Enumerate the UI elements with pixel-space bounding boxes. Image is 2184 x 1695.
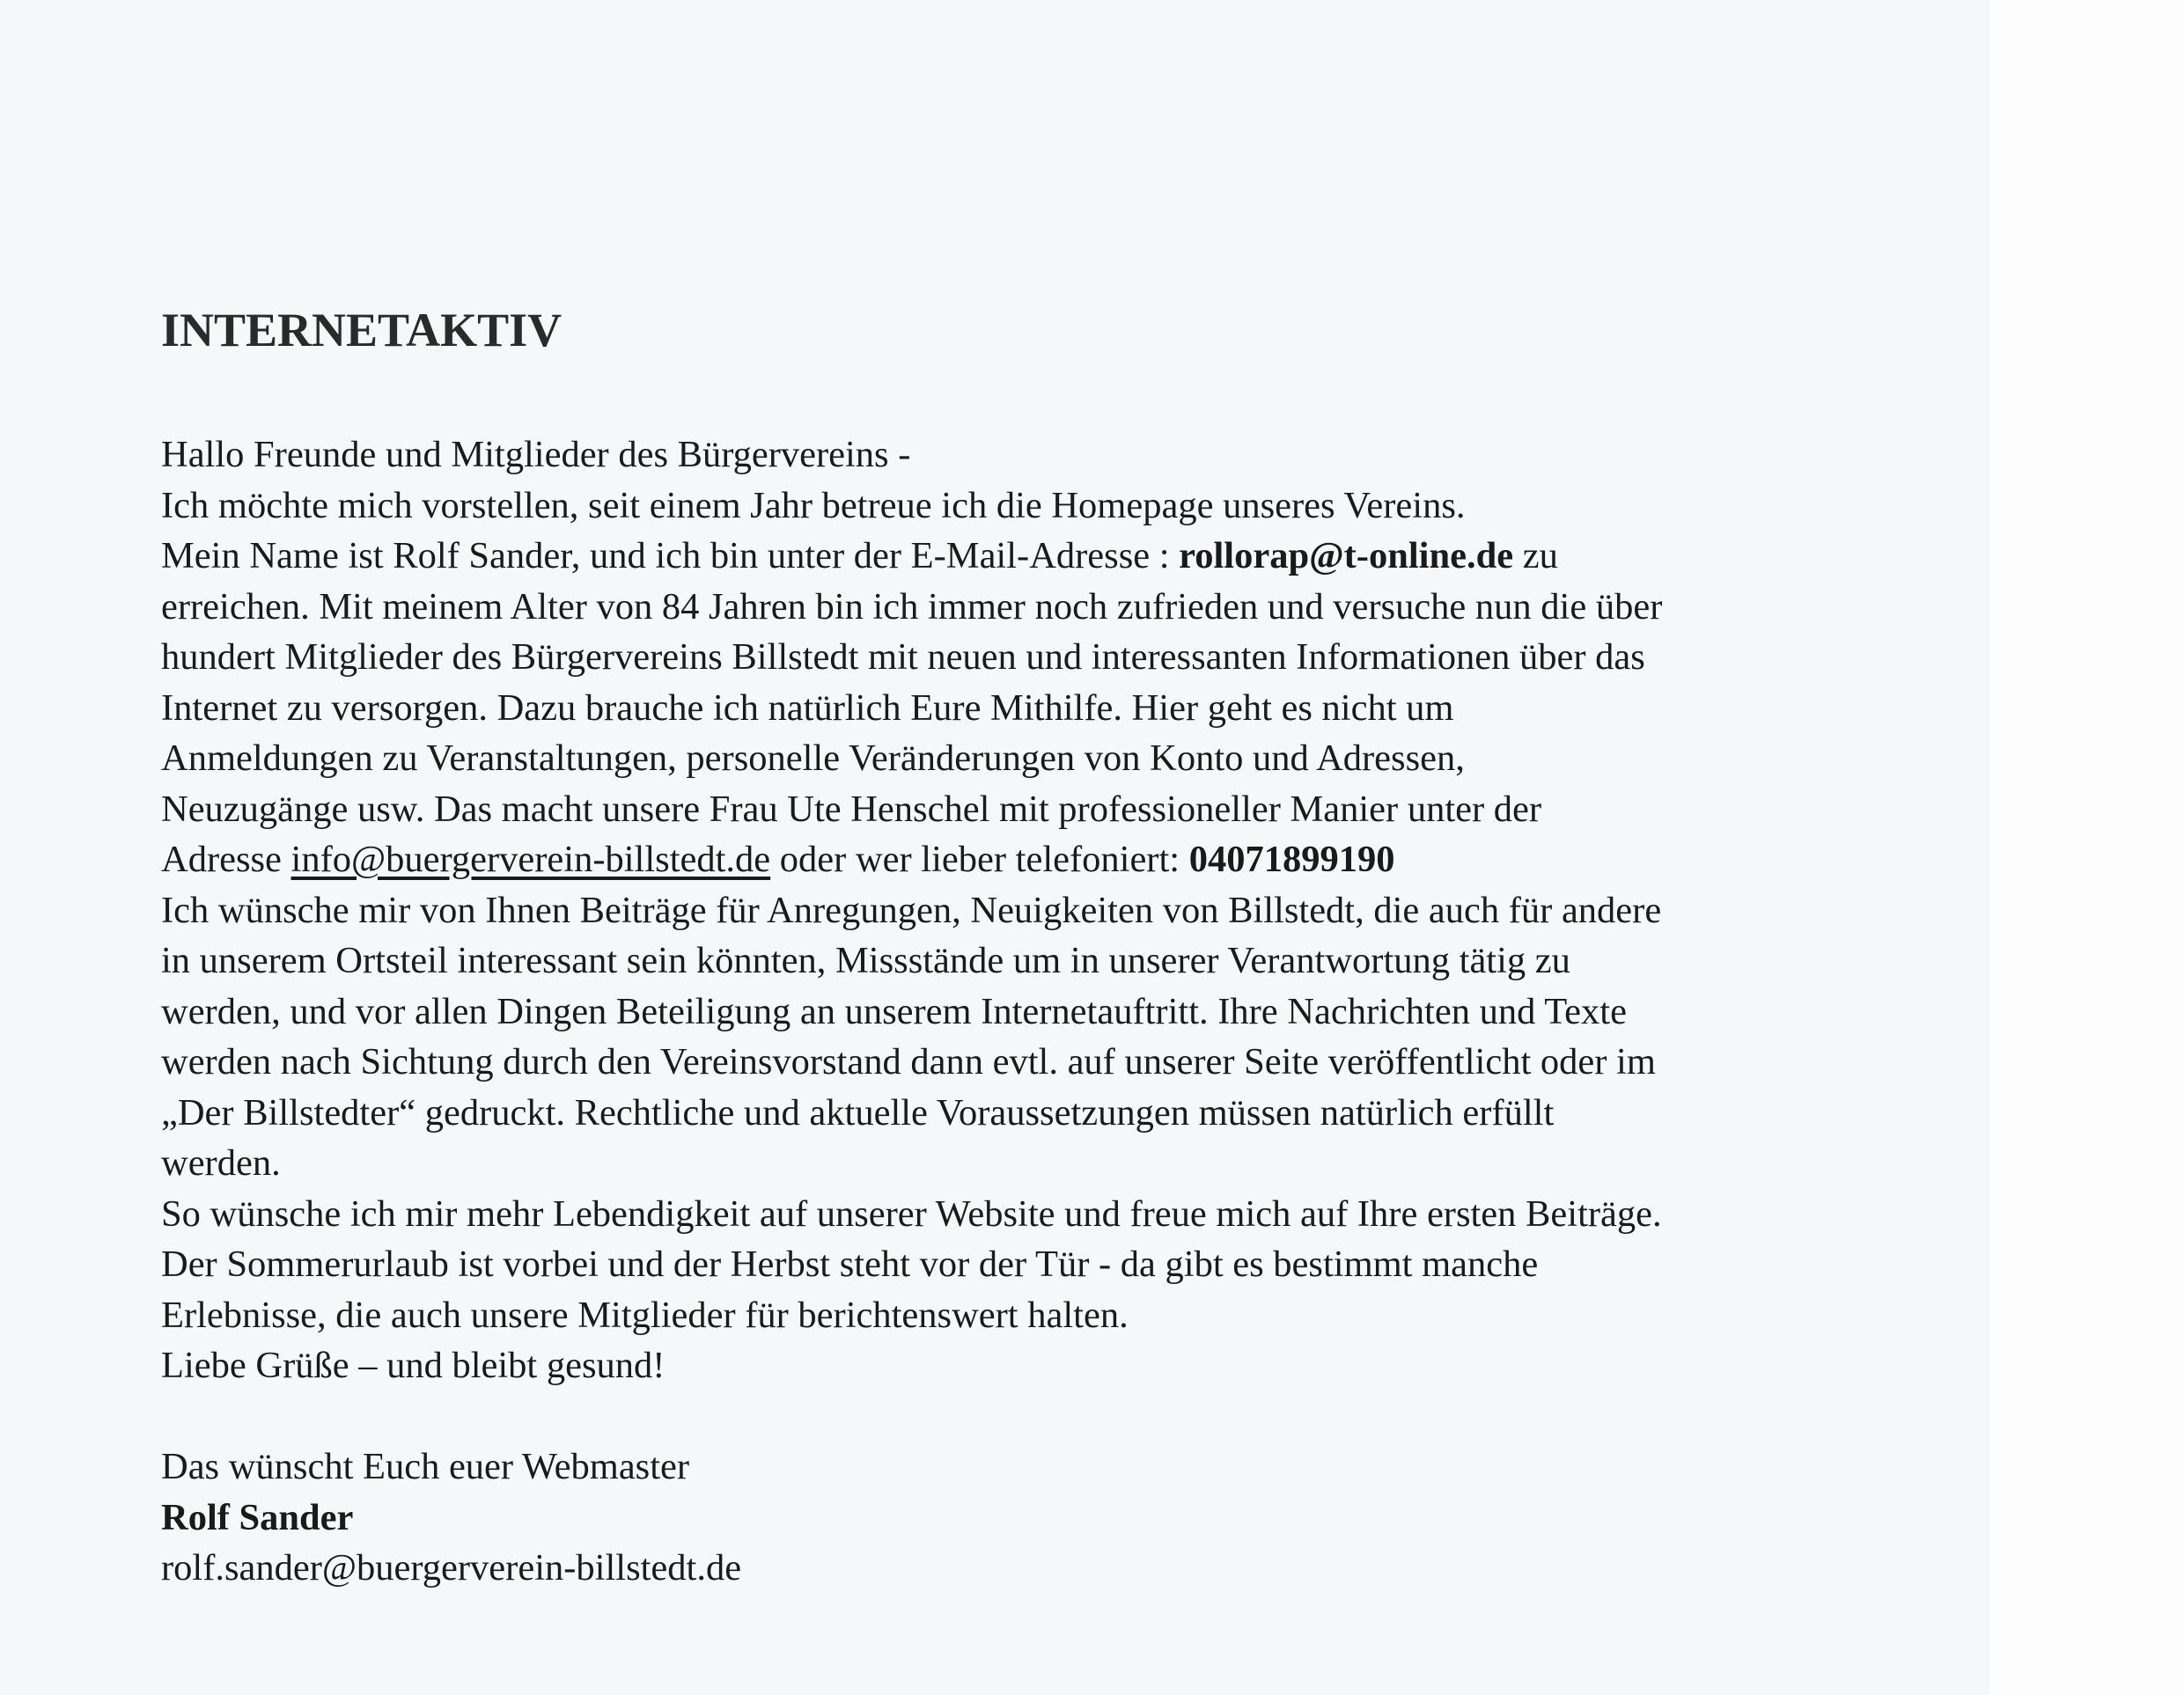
body-line <box>161 834 1992 885</box>
body-line: werden. <box>161 1142 281 1184</box>
signature-block <box>161 1442 1992 1594</box>
body-text: zu <box>1513 535 1558 576</box>
body-line: Ich möchte mich vorstellen, seit einem Jahr betreue ich die Homepage unseres Vereins. <box>161 484 1466 526</box>
spacer <box>161 1391 1992 1442</box>
phone-number: 04071899190 <box>1188 839 1395 880</box>
body-line <box>161 531 1992 582</box>
body-line: So wünsche ich mir mehr Lebendigkeit auf unserer Website und freue mich auf Ihre ersten Beiträge. <box>161 1192 1662 1235</box>
body-line: hundert Mitglieder des Bürgervereins Billstedt mit neuen und interessanten Informationen über das <box>161 636 1645 678</box>
body-text: Mein Name ist Rolf Sander, und ich bin unter der E-Mail-Adresse : <box>161 535 1180 576</box>
body-line: Der Sommerurlaub ist vorbei und der Herbst steht vor der Tür - da gibt es bestimmt manche <box>161 1244 1539 1285</box>
body-line: Internet zu versorgen. Dazu brauche ich natürlich Eure Mithilfe. Hier geht es nicht um <box>161 686 1454 729</box>
body-line: Neuzugänge usw. Das macht unsere Frau Ute Henschel mit professioneller Manier unter der <box>161 788 1542 830</box>
greeting: Hallo Freunde und Mitglieder des Bürgervereins - <box>161 434 911 475</box>
signature-closing: Das wünscht Euch euer Webmaster <box>161 1446 690 1487</box>
signature-email[interactable]: rolf.sander@buergerverein-billstedt.de <box>161 1547 742 1589</box>
letter-body <box>161 429 1992 1594</box>
body-line: werden nach Sichtung durch den Vereinsvorstand dann evtl. auf unserer Seite veröffentlicht oder im <box>161 1041 1656 1082</box>
body-line: erreichen. Mit meinem Alter von 84 Jahren bin ich immer noch zufrieden und versuche nun die über <box>161 585 1663 627</box>
body-line: Erlebnisse, die auch unsere Mitglieder für berichtenswert halten. <box>161 1294 1129 1336</box>
contact-email[interactable]: rollorap@t-online.de <box>1179 535 1514 576</box>
signature-name: Rolf Sander <box>161 1496 354 1538</box>
body-text: Adresse <box>161 839 291 880</box>
info-email-link[interactable]: info@buergerverein-billstedt.de <box>290 839 771 880</box>
body-text: oder wer lieber telefoniert: <box>770 839 1189 880</box>
body-line: „Der Billstedter“ gedruckt. Rechtliche und aktuelle Voraussetzungen müssen natürlich erfüllt <box>161 1091 1555 1134</box>
document-title: INTERNETAKTIV <box>161 304 563 356</box>
body-line: werden, und vor allen Dingen Beteiligung an unserem Internetauftritt. Ihre Nachrichten und Texte <box>161 990 1627 1032</box>
body-line: Liebe Grüße – und bleibt gesund! <box>161 1345 665 1386</box>
body-line: Anmeldungen zu Veranstaltungen, personelle Veränderungen von Konto und Adressen, <box>161 737 1465 779</box>
body-line: Ich wünsche mir von Ihnen Beiträge für Anregungen, Neuigkeiten von Billstedt, die auch für andere <box>161 889 1662 931</box>
page-edge <box>1989 0 2184 1695</box>
letter <box>161 299 1992 1594</box>
body-line: in unserem Ortsteil interessant sein könnten, Missstände um in unserer Verantwortung tätig zu <box>161 940 1570 981</box>
